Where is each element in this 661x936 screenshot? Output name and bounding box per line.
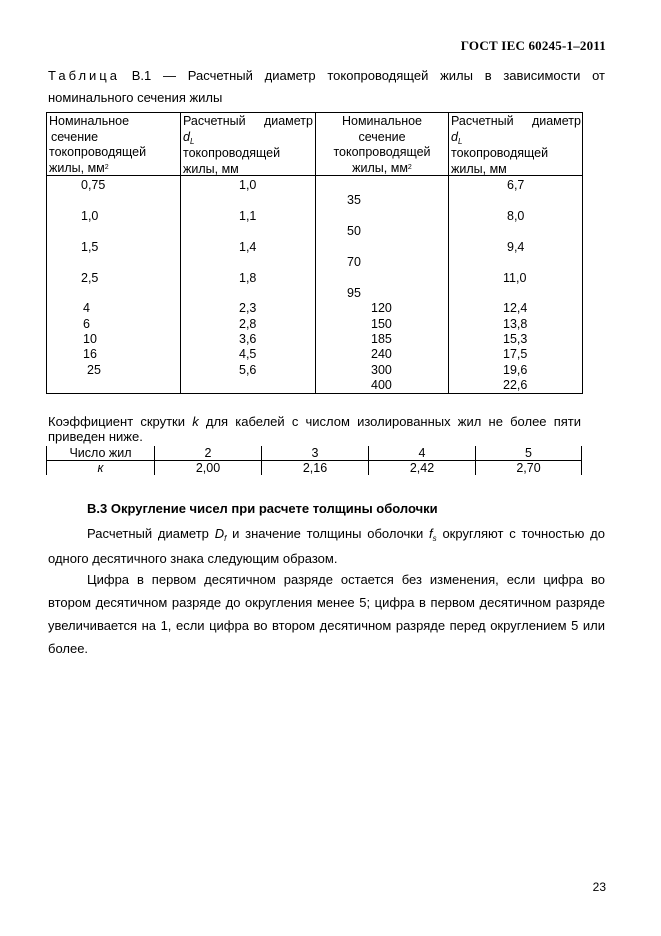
table-cell: 1,0 [81, 209, 99, 223]
document-header: ГОСТ IEC 60245-1–2011 [460, 38, 606, 53]
table-cell: 8,0 [507, 209, 525, 223]
table-cell: 50 [347, 224, 361, 238]
table-cell: 150 [371, 317, 392, 331]
table-caption-dash: — [163, 68, 176, 83]
table-cell: 2,8 [239, 317, 257, 331]
table-cell: 5,6 [239, 363, 257, 377]
table-cell: 0,75 [81, 178, 106, 192]
table-cell: 120 [371, 301, 392, 315]
table-cell: 240 [371, 347, 392, 361]
twist-coefficient-table [46, 446, 582, 475]
table-cell: 13,8 [503, 317, 528, 331]
table-cell: 11,0 [503, 271, 527, 285]
paragraph-rounding-intro: Расчетный диаметр $D_f$ и значение толщины оболочки $f_s$ округляют с точностью до одного десятичного знака следующим образом. [48, 526, 605, 566]
table-cell: 400 [371, 378, 392, 392]
page-number: 23 [592, 880, 606, 894]
table-cell: 12,4 [503, 301, 528, 315]
table-cell: 6 [83, 317, 90, 331]
table-caption [48, 65, 605, 87]
column-header-section: Номинальное сечение токопроводящей жилы, $мм^2$ [49, 114, 147, 175]
table-cell: 2,16 [262, 461, 369, 476]
table-cell: 2,42 [369, 461, 476, 476]
paragraph-rounding-rule: Цифра в первом десятичном разряде остается без изменения, если цифра во втором десятичном разряде до округления менее 5; цифра в первом десятичном разряде увеличивается на 1, если цифра во втором десятичном разряде перед округлением 5 или более. [48, 572, 605, 656]
table-cell: 185 [371, 332, 392, 346]
table-cell: 2,70 [476, 461, 582, 476]
table-caption-text: Расчетный диаметр токопроводящей жилы в зависимости от [187, 68, 605, 83]
table-cell: 70 [347, 255, 361, 269]
table-cell: 17,5 [503, 347, 528, 361]
table-cell: 1,4 [239, 240, 257, 254]
twist-coefficient-note: Коэффициент скрутки k для кабелей с числом изолированных жил не более пяти приведен ниже. [48, 414, 581, 444]
table-cell: 2 [155, 446, 262, 461]
table-cell: 25 [87, 363, 101, 377]
section-heading: В.3 Округление чисел при расчете толщины оболочки [87, 501, 438, 516]
table-cell: 4,5 [239, 347, 257, 361]
table-cell: 1,8 [239, 271, 257, 285]
table-row [47, 461, 582, 476]
table-cell: 19,6 [503, 363, 528, 377]
table-cell: 95 [347, 286, 361, 300]
column-header-diameter-2: Расчетный диаметр $d_L$ токопроводящей жилы, мм [451, 114, 581, 176]
table-cell: 6,7 [507, 178, 525, 192]
table-cell: 16 [83, 347, 97, 361]
table-caption-number: В.1 [131, 68, 152, 83]
table-cell: 10 [83, 332, 97, 346]
table-cell: 4 [83, 301, 90, 315]
table-cell: 1,5 [81, 240, 99, 254]
table-cell: 35 [347, 193, 361, 207]
column-header-diameter: Расчетный диаметр $d_L$ токопроводящей жилы, мм [183, 114, 313, 176]
table-row [47, 446, 582, 461]
table-cell: 2,00 [155, 461, 262, 476]
table-cell: 1,1 [239, 209, 257, 223]
table-cell: 4 [369, 446, 476, 461]
table-cell: к [47, 461, 155, 476]
table-cell: 9,4 [507, 240, 525, 254]
table-cell: 22,6 [503, 378, 528, 392]
table-caption-continued: номинального сечения жилы [48, 90, 223, 105]
table-cell: 3 [262, 446, 369, 461]
table-cell: Число жил [47, 446, 155, 461]
column-header-section-2: Номинальное сечение токопроводящей жилы, $мм^2$ [333, 114, 431, 175]
table-cell: 15,3 [503, 332, 528, 346]
table-cell: 300 [371, 363, 392, 377]
table-cell: 3,6 [239, 332, 257, 346]
table-cell: 2,3 [239, 301, 257, 315]
table-cell: 1,0 [239, 178, 257, 192]
conductor-diameter-table [46, 112, 583, 394]
table-caption-label: Таблица [48, 68, 120, 83]
table-cell: 5 [476, 446, 582, 461]
table-cell: 2,5 [81, 271, 99, 285]
